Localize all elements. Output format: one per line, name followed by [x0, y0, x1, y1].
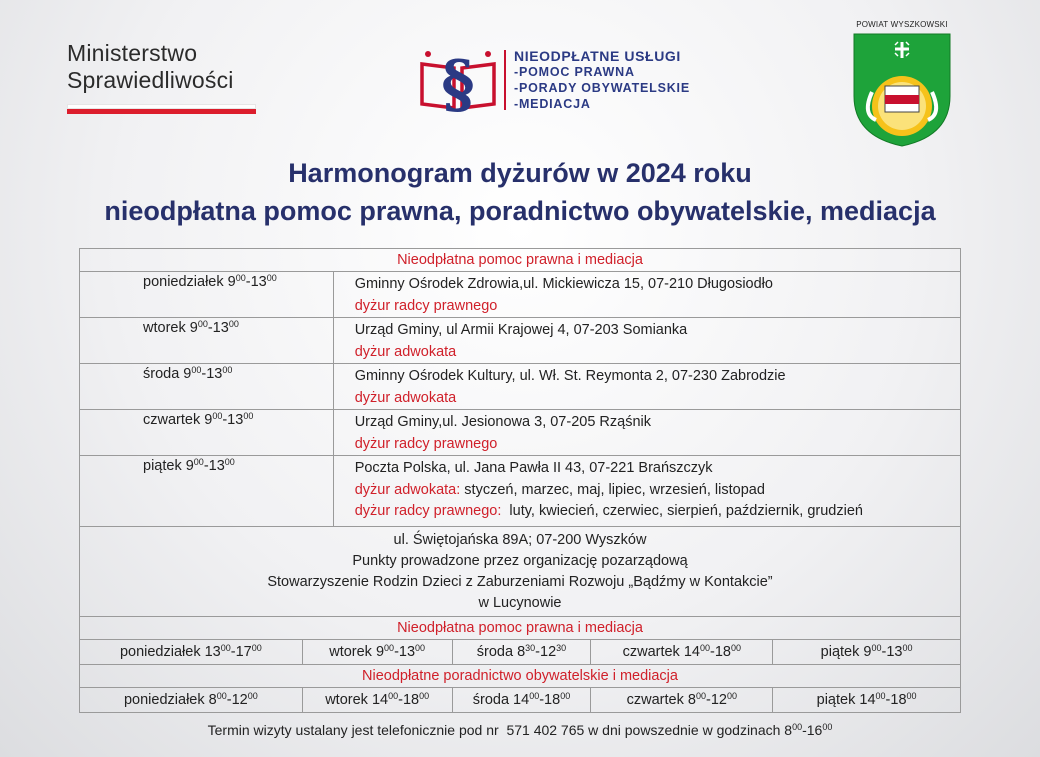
schedule-row — [80, 410, 961, 456]
schedule-day: piątek $9^{00}-13^{00}$ — [80, 456, 334, 527]
center-info — [80, 526, 961, 616]
ministry-name-line2: Sprawiedliwości — [67, 67, 234, 93]
schedule-table — [79, 248, 961, 713]
location-address: Gminny Ośrodek Zdrowia,ul. Mickiewicza 15, 07-210 Długosiodło — [354, 276, 773, 292]
center-organization: Stowarzyszenie Rodzin Dzieci z Zaburzeniami Rozwoju „Bądźmy w Kontakcie” — [267, 573, 773, 590]
coat-of-arms-icon — [852, 32, 952, 148]
polish-flag-stripe — [67, 104, 256, 114]
duty-type: dyżur adwokata — [354, 389, 457, 406]
hours-row — [80, 687, 961, 712]
hours-cell: piątek $14^{00}-18^{00}$ — [773, 687, 961, 712]
hours-cell: czwartek $14^{00}-18^{00}$ — [591, 639, 773, 664]
section-sign-book-icon — [418, 42, 498, 118]
center-address: ul. Świętojańska 89A; 07-200 Wyszków — [393, 531, 647, 548]
location-address: Poczta Polska, ul. Jana Pawła II 43, 07-221 Brańszczyk — [354, 460, 713, 476]
duty-counsel-months: dyżur radcy prawnego: luty, kwiecień, czerwiec, sierpień, październik, grudzień — [354, 503, 863, 519]
hours-cell: środa $8^{30}-12^{30}$ — [452, 639, 591, 664]
schedule-row — [80, 318, 961, 364]
section2-header: Nieodpłatna pomoc prawna i mediacja — [80, 616, 961, 639]
section-header — [80, 664, 961, 687]
logo-line3: -PORADY OBYWATELSKIE — [514, 81, 690, 95]
schedule-row — [80, 456, 961, 527]
center-locality: w Lucynowie — [478, 594, 562, 611]
section-header — [80, 249, 961, 272]
logo-line4: -MEDIACJA — [514, 97, 591, 111]
page-title: Harmonogram dyżurów w 2024 roku — [288, 158, 752, 188]
duty-type: dyżur radcy prawnego — [354, 297, 498, 314]
hours-cell: wtorek $14^{00}-18^{00}$ — [302, 687, 452, 712]
section1-header: Nieodpłatna pomoc prawna i mediacja — [80, 249, 961, 272]
footer-note: Termin wizyty ustalany jest telefonicznie pod nr 571 402 765 w dni powszednie w godzinach $8^{00}-16^{00}$ — [207, 722, 833, 738]
schedule-day: wtorek $9^{00}-13^{00}$ — [80, 318, 334, 364]
hours-cell: środa $14^{00}-18^{00}$ — [452, 687, 591, 712]
center-info-row — [80, 526, 961, 616]
schedule-location — [333, 410, 960, 456]
schedule-location — [333, 456, 960, 527]
schedule-row — [80, 364, 961, 410]
svg-text:§: § — [441, 47, 475, 118]
schedule-day: środa $9^{00}-13^{00}$ — [80, 364, 334, 410]
logo-line2: -POMOC PRAWNA — [514, 65, 635, 79]
hours-cell: poniedziałek $8^{00}-12^{00}$ — [80, 687, 303, 712]
hours-cell: piątek $9^{00}-13^{00}$ — [773, 639, 961, 664]
schedule-day: czwartek $9^{00}-13^{00}$ — [80, 410, 334, 456]
center-line2: Punkty prowadzone przez organizację pozarządową — [352, 552, 688, 569]
hours-cell: czwartek $8^{00}-12^{00}$ — [591, 687, 773, 712]
county-label: POWIAT WYSZKOWSKI — [856, 20, 948, 29]
section3-header: Nieodpłatne poradnictwo obywatelskie i mediacja — [80, 664, 961, 687]
schedule-day: poniedziałek $9^{00}-13^{00}$ — [80, 272, 334, 318]
location-address: Urząd Gminy, ul Armii Krajowej 4, 07-203 Somianka — [354, 322, 688, 338]
ministry-name-line1: Ministerstwo — [67, 40, 198, 66]
hours-cell: poniedziałek $13^{00}-17^{00}$ — [80, 639, 303, 664]
schedule-location — [333, 318, 960, 364]
schedule-row — [80, 272, 961, 318]
hours-cell: wtorek $9^{00}-13^{00}$ — [302, 639, 452, 664]
duty-type: dyżur radcy prawnego — [354, 435, 498, 452]
free-services-logo — [418, 42, 690, 118]
section-header — [80, 616, 961, 639]
duty-advocate-months: dyżur adwokata: styczeń, marzec, maj, lipiec, wrzesień, listopad — [354, 481, 765, 498]
page-subtitle: nieodpłatna pomoc prawna, poradnictwo obywatelskie, mediacja — [104, 196, 936, 226]
schedule-location — [333, 272, 960, 318]
hours-row — [80, 639, 961, 664]
location-address: Gminny Ośrodek Kultury, ul. Wł. St. Reymonta 2, 07-230 Zabrodzie — [354, 368, 786, 384]
ministry-logo — [67, 40, 256, 114]
logo-line1: NIEODPŁATNE USŁUGI — [514, 48, 681, 64]
duty-type: dyżur adwokata — [354, 343, 457, 360]
county-coat-of-arms — [852, 20, 952, 153]
location-address: Urząd Gminy,ul. Jesionowa 3, 07-205 Rząśnik — [354, 414, 651, 430]
schedule-location — [333, 364, 960, 410]
